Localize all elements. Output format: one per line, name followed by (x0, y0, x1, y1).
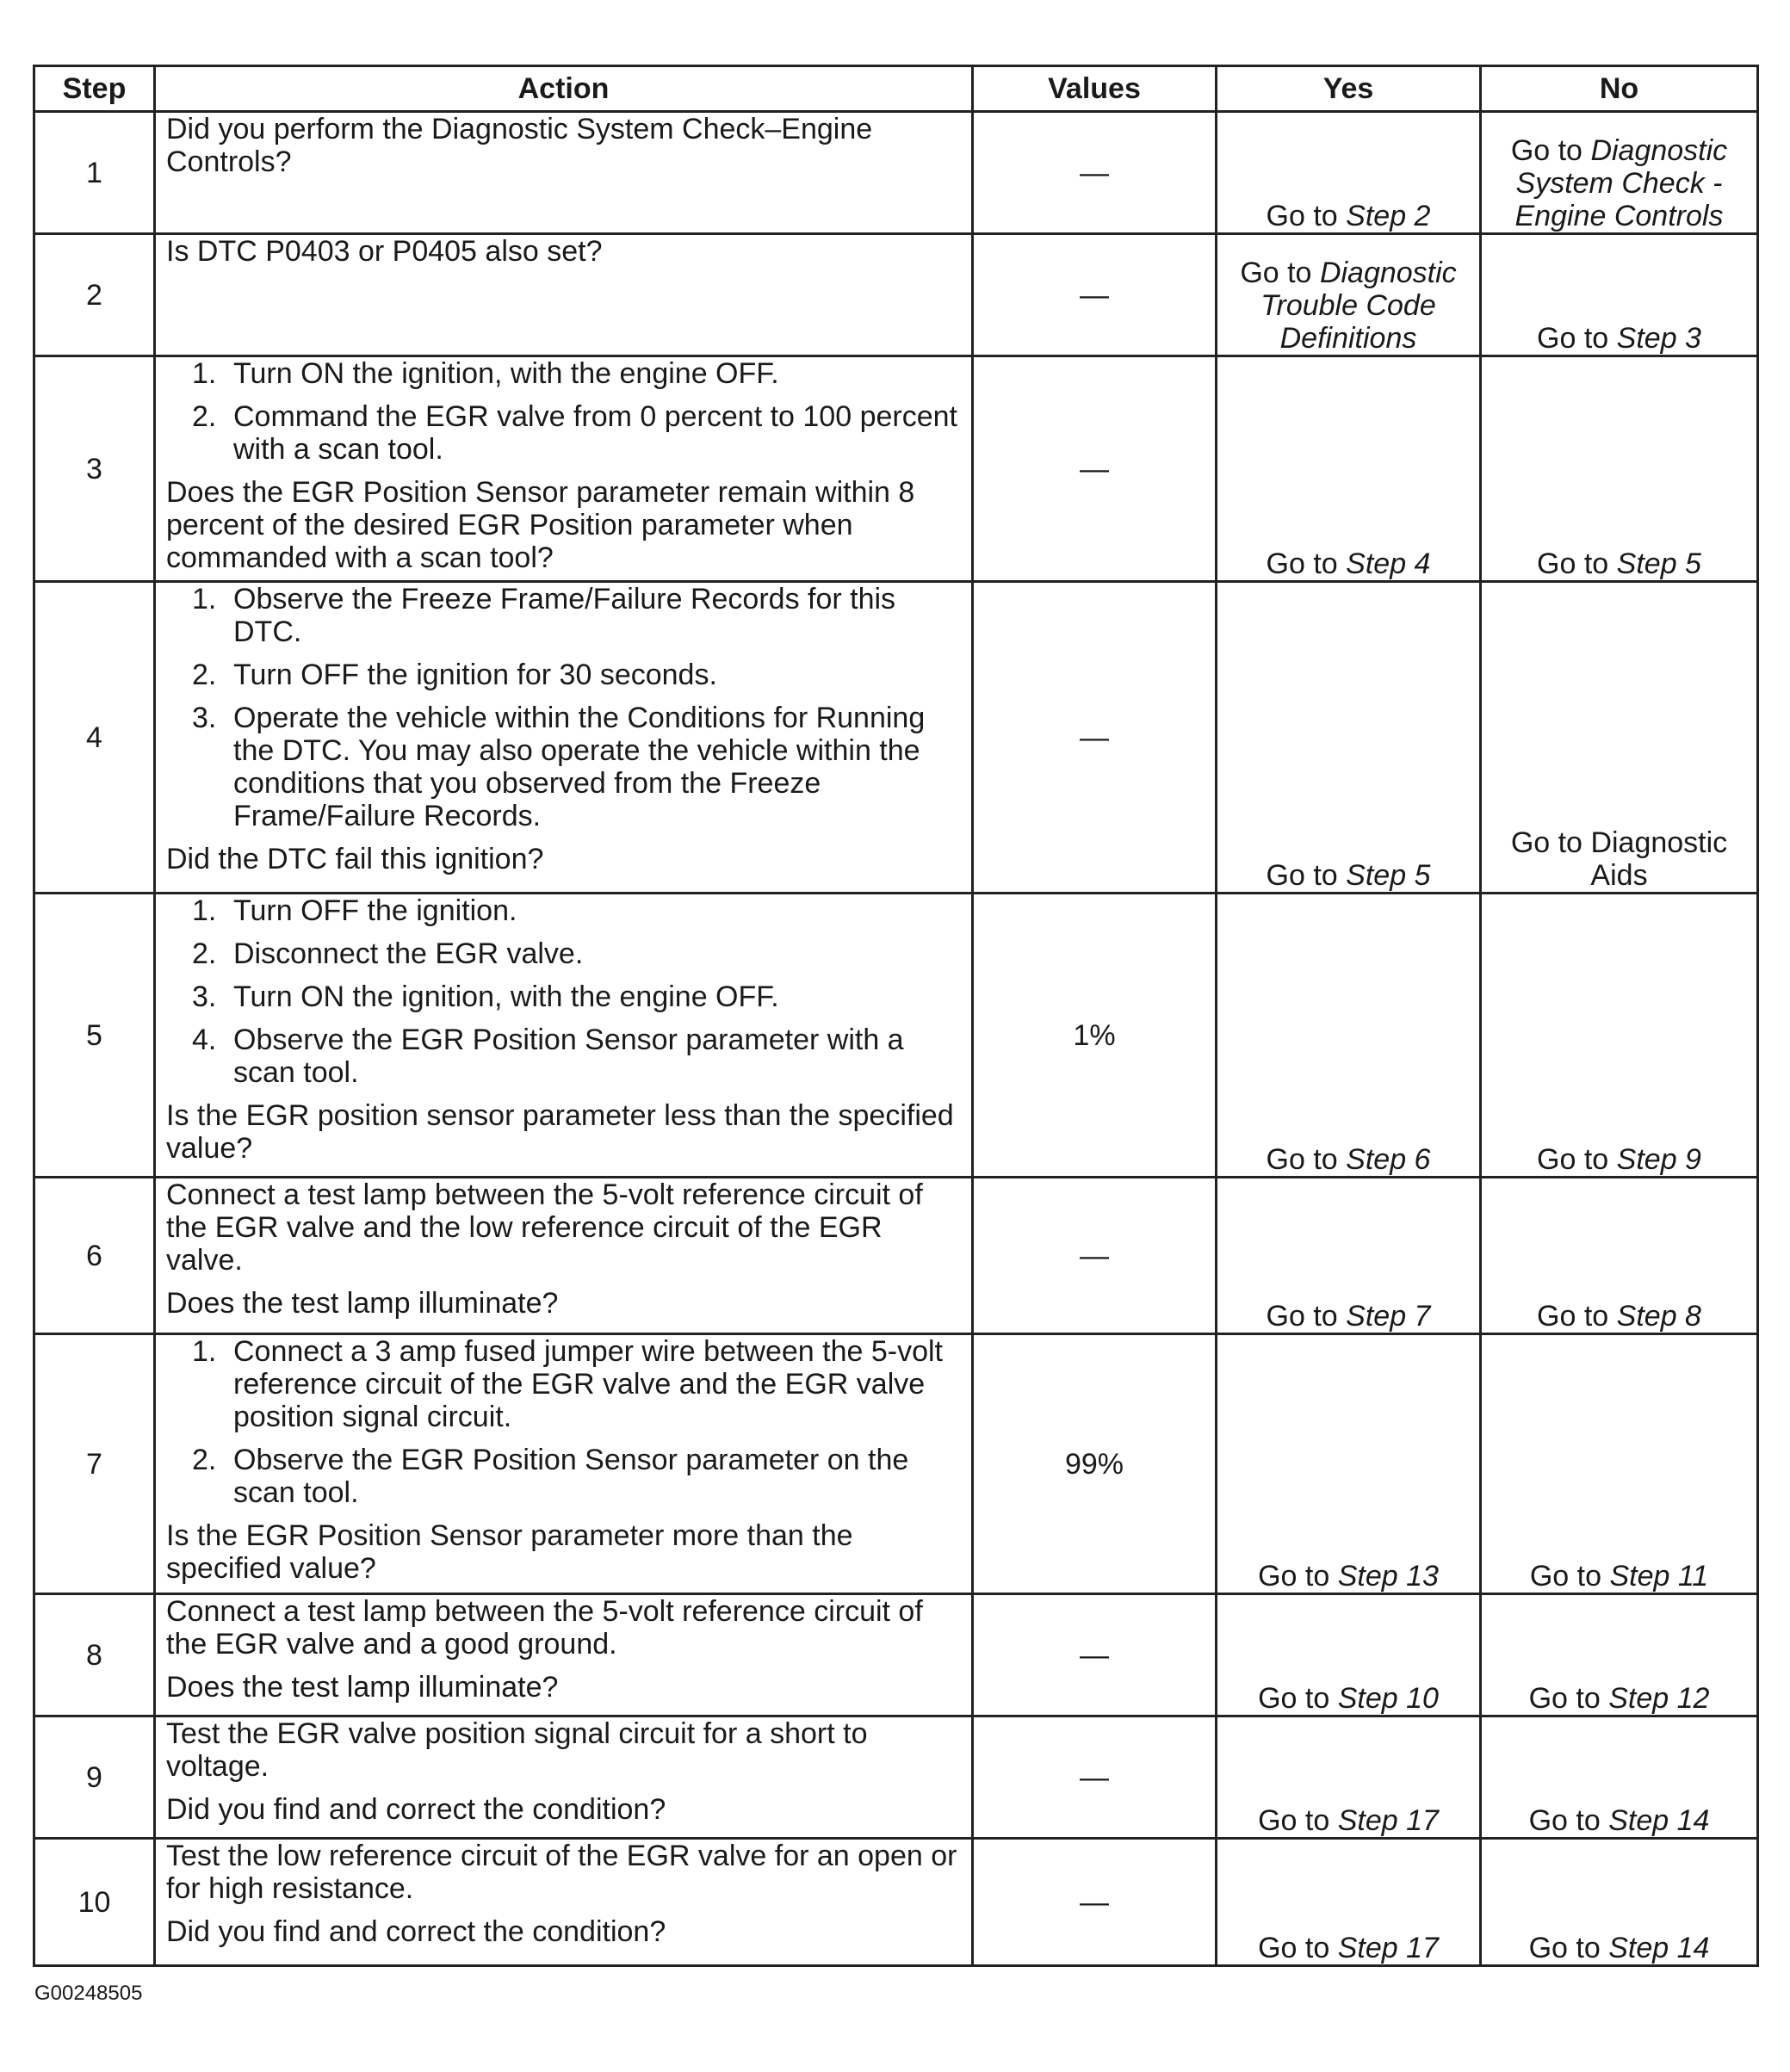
goto-target: Step 2 (1346, 200, 1431, 232)
goto-prefix: Go to (1258, 1804, 1330, 1837)
no-cell (1481, 112, 1758, 234)
goto-prefix: Go to (1528, 1932, 1601, 1964)
action-step-text: Disconnect the EGR valve. (233, 937, 584, 970)
step-number: 5 (34, 894, 155, 1178)
action-step-text: Turn OFF the ignition for 30 seconds. (233, 659, 717, 691)
action-step-number: 4. (192, 1024, 217, 1056)
action-intro: Test the low reference circuit of the EGR valve for an open or for high resistance. (166, 1840, 957, 1905)
no-cell (1481, 234, 1758, 356)
goto-target: Step 5 (1346, 859, 1431, 892)
values-cell: — (973, 356, 1217, 582)
goto-target: Step 5 (1616, 547, 1701, 580)
goto-target: Step 14 (1608, 1932, 1710, 1964)
action-step (166, 937, 961, 970)
header-step: Step (34, 66, 155, 112)
table-row (34, 894, 1758, 1178)
action-step (166, 980, 961, 1013)
goto-target: Step 13 (1337, 1560, 1439, 1593)
action-step-number: 3. (192, 702, 217, 734)
action-step (166, 357, 961, 390)
figure-id: G00248505 (34, 1982, 143, 2005)
no-cell (1481, 1178, 1758, 1334)
action-question: Did you find and correct the condition? (166, 1915, 666, 1948)
header-action: Action (155, 66, 973, 112)
action-step-text: Observe the EGR Position Sensor parameter on the scan tool. (233, 1444, 909, 1509)
action-question: Does the test lamp illuminate? (166, 1671, 559, 1704)
yes-cell (1217, 894, 1481, 1178)
action-intro: Test the EGR valve position signal circuit for a short to voltage. (166, 1717, 868, 1783)
action-step (166, 583, 961, 648)
yes-cell (1217, 1334, 1481, 1594)
action-steps-list (166, 894, 961, 1089)
goto-prefix: Go to (1528, 1804, 1601, 1837)
goto-target: Step 3 (1616, 322, 1701, 355)
step-number: 4 (34, 582, 155, 894)
no-cell (1481, 582, 1758, 894)
yes-cell (1217, 112, 1481, 234)
action-cell (155, 1594, 973, 1716)
step-number: 7 (34, 1334, 155, 1594)
goto-target: Step 14 (1608, 1804, 1710, 1837)
goto-target: Step 6 (1346, 1143, 1431, 1176)
action-intro: Did you perform the Diagnostic System Check–Engine Controls? (166, 113, 873, 178)
action-step-number: 2. (192, 659, 217, 691)
action-step (166, 702, 961, 832)
table-row (34, 234, 1758, 356)
action-step-text: Turn ON the ignition, with the engine OFF. (233, 980, 779, 1013)
goto-target: Step 7 (1346, 1300, 1431, 1333)
table-row (34, 1839, 1758, 1966)
goto-target: Step 11 (1609, 1560, 1709, 1593)
goto-prefix: Go to (1537, 1143, 1609, 1176)
action-cell (155, 1839, 973, 1966)
goto-target: Step 8 (1616, 1300, 1701, 1333)
action-step-number: 1. (192, 1335, 217, 1368)
goto-prefix: Go to (1266, 1300, 1338, 1333)
goto-target: Step 17 (1337, 1932, 1439, 1964)
action-question: Is the EGR position sensor parameter less than the specified value? (166, 1099, 954, 1165)
goto-prefix: Go to (1537, 547, 1609, 580)
table-row (34, 582, 1758, 894)
header-yes: Yes (1217, 66, 1481, 112)
goto-prefix: Go to (1537, 322, 1609, 355)
action-step (166, 1444, 961, 1509)
goto-prefix: Go to (1510, 826, 1583, 859)
step-number: 8 (34, 1594, 155, 1716)
action-steps-list (166, 1335, 961, 1509)
values-cell: — (973, 1839, 1217, 1966)
action-step-text: Observe the Freeze Frame/Failure Records for this DTC. (233, 583, 896, 648)
goto-prefix: Go to (1258, 1932, 1330, 1964)
action-step-text: Command the EGR valve from 0 percent to 100 percent with a scan tool. (233, 400, 957, 466)
action-step-number: 3. (192, 980, 217, 1013)
values-cell: — (973, 1594, 1217, 1716)
goto-prefix: Go to (1266, 547, 1338, 580)
goto-prefix: Go to (1528, 1682, 1601, 1715)
yes-cell (1217, 1594, 1481, 1716)
action-step (166, 400, 961, 466)
goto-prefix: Go to (1266, 859, 1338, 892)
action-cell (155, 582, 973, 894)
action-steps-list (166, 583, 961, 832)
step-number: 10 (34, 1839, 155, 1966)
diagnostic-table (33, 65, 1759, 1967)
action-step-number: 1. (192, 357, 217, 390)
action-question: Is the EGR Position Sensor parameter more than the specified value? (166, 1519, 853, 1585)
action-step-number: 1. (192, 894, 217, 927)
table-row (34, 1178, 1758, 1334)
yes-cell (1217, 1716, 1481, 1839)
no-cell (1481, 356, 1758, 582)
step-number: 2 (34, 234, 155, 356)
action-cell (155, 894, 973, 1178)
yes-cell (1217, 582, 1481, 894)
step-number: 9 (34, 1716, 155, 1839)
action-cell (155, 234, 973, 356)
step-number: 1 (34, 112, 155, 234)
goto-prefix: Go to (1240, 257, 1312, 289)
action-step (166, 1024, 961, 1089)
values-cell: — (973, 582, 1217, 894)
action-step-number: 2. (192, 400, 217, 433)
yes-cell (1217, 1178, 1481, 1334)
action-intro: Connect a test lamp between the 5-volt reference circuit of the EGR valve and the low reference circuit of the EGR valve. (166, 1178, 923, 1277)
action-step-number: 1. (192, 583, 217, 615)
action-step (166, 659, 961, 691)
goto-target: Step 9 (1616, 1143, 1701, 1176)
action-step-text: Connect a 3 amp fused jumper wire between the 5-volt reference circuit of the EGR valve and the EGR valve position signal circuit. (233, 1335, 944, 1433)
action-question: Did the DTC fail this ignition? (166, 843, 544, 875)
values-cell: 99% (973, 1334, 1217, 1594)
yes-cell (1217, 356, 1481, 582)
table-row (34, 1334, 1758, 1594)
goto-target: Step 4 (1346, 547, 1431, 580)
table-row (34, 1716, 1758, 1839)
goto-target: Diagnostic Aids (1590, 826, 1728, 892)
action-cell (155, 356, 973, 582)
values-cell: — (973, 1716, 1217, 1839)
action-intro: Connect a test lamp between the 5-volt reference circuit of the EGR valve and a good ground. (166, 1595, 923, 1661)
goto-prefix: Go to (1258, 1682, 1330, 1715)
action-question: Does the EGR Position Sensor parameter remain within 8 percent of the desired EGR Position parameter when commanded with a scan tool? (166, 476, 915, 574)
action-cell (155, 112, 973, 234)
action-step (166, 1335, 961, 1433)
goto-prefix: Go to (1266, 200, 1338, 232)
goto-target: Step 17 (1337, 1804, 1439, 1837)
action-cell (155, 1716, 973, 1839)
no-cell (1481, 1839, 1758, 1966)
action-step-text: Operate the vehicle within the Conditions for Running the DTC. You may also operate the vehicle within the conditions that you observed from the Freeze Frame/Failure Records. (233, 702, 926, 832)
action-step-text: Turn OFF the ignition. (233, 894, 517, 927)
goto-prefix: Go to (1510, 134, 1583, 167)
values-cell: — (973, 234, 1217, 356)
action-step (166, 894, 961, 927)
no-cell (1481, 1716, 1758, 1839)
action-steps-list (166, 357, 961, 466)
action-cell (155, 1334, 973, 1594)
goto-target: Diagnostic System Check - Engine Controls (1514, 134, 1728, 232)
table-row (34, 112, 1758, 234)
table-row (34, 356, 1758, 582)
yes-cell (1217, 1839, 1481, 1966)
goto-prefix: Go to (1529, 1560, 1602, 1593)
values-cell: 1% (973, 894, 1217, 1178)
action-question: Does the test lamp illuminate? (166, 1287, 559, 1320)
header-row (34, 66, 1758, 112)
action-step-number: 2. (192, 1444, 217, 1476)
action-question: Did you find and correct the condition? (166, 1793, 666, 1826)
no-cell (1481, 1594, 1758, 1716)
goto-target: Step 12 (1608, 1682, 1710, 1715)
goto-target: Step 10 (1337, 1682, 1439, 1715)
header-no: No (1481, 66, 1758, 112)
step-number: 6 (34, 1178, 155, 1334)
values-cell: — (973, 1178, 1217, 1334)
action-step-text: Observe the EGR Position Sensor parameter with a scan tool. (233, 1024, 904, 1089)
table-body (34, 112, 1758, 1966)
yes-cell (1217, 234, 1481, 356)
table-row (34, 1594, 1758, 1716)
action-step-text: Turn ON the ignition, with the engine OFF. (233, 357, 779, 390)
action-step-number: 2. (192, 937, 217, 970)
goto-prefix: Go to (1258, 1560, 1330, 1593)
values-cell: — (973, 112, 1217, 234)
header-values: Values (973, 66, 1217, 112)
no-cell (1481, 894, 1758, 1178)
goto-target: Diagnostic Trouble Code Definitions (1260, 257, 1457, 355)
action-cell (155, 1178, 973, 1334)
step-number: 3 (34, 356, 155, 582)
action-intro: Is DTC P0403 or P0405 also set? (166, 235, 603, 268)
goto-prefix: Go to (1537, 1300, 1609, 1333)
goto-prefix: Go to (1266, 1143, 1338, 1176)
no-cell (1481, 1334, 1758, 1594)
